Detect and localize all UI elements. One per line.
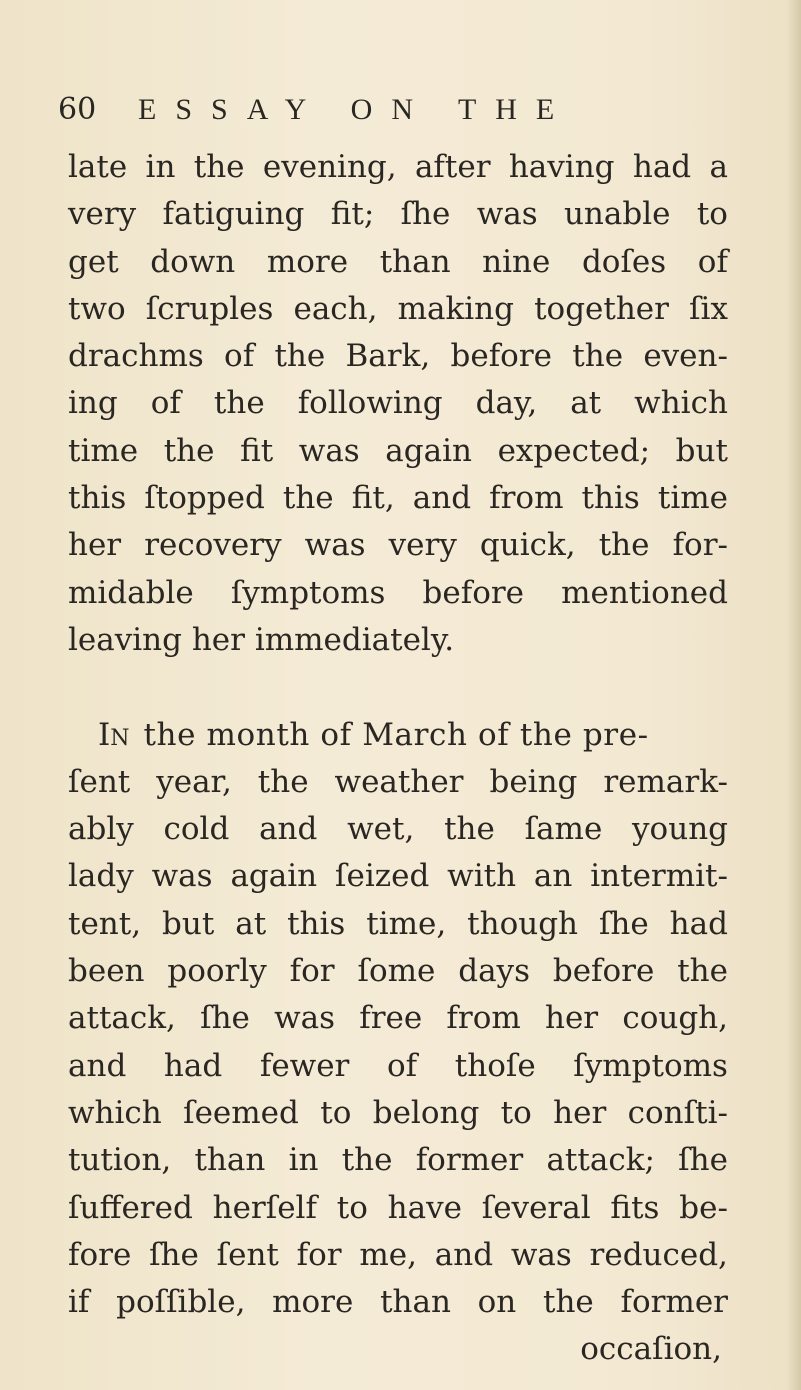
text-line: which ſeemed to belong to her conſti- [68,1094,728,1131]
paragraph-2 [68,712,728,1327]
paragraph-lead-word: In [98,716,130,753]
text-line: very fatiguing fit; ſhe was unable to [68,196,728,233]
text-line: attack, ſhe was free from her cough, [68,1000,728,1037]
page-number: 60 [58,92,97,127]
text-line: if poſſible, more than on the former [68,1284,728,1321]
text-line: ſent year, the weather being remark- [68,763,728,800]
body-text [68,144,728,1374]
text-line: fore ſhe ſent for me, and was reduced, [68,1236,728,1273]
catchword-text: occaſion, [580,1331,722,1368]
text-line: ably cold and wet, the ſame young [68,811,728,848]
text-line: leaving her immediately. [68,621,455,658]
text-line: ſuffered herſelf to have ſeveral fits be- [68,1189,728,1226]
text-line: time the fit was again expected; but [68,432,728,469]
text-line: drachms of the Bark, before the even- [68,338,728,375]
text-line: her recovery was very quick, the for- [68,527,728,564]
text-line: two ſcruples each, making together ſix [68,290,728,327]
text-line: midable ſymptoms before mentioned [68,574,728,611]
paragraph-first-line [68,712,728,759]
text-line: been poorly for ſome days before the [68,953,728,990]
text-line: this ſtopped the fit, and from this time [68,480,728,517]
text-line: lady was again ſeized with an intermit- [68,858,728,895]
page-header [58,92,573,136]
text-line: get down more than nine doſes of [68,243,728,280]
text-line: tent, but at this time, though ſhe had [68,905,728,942]
text-line: and had fewer of thoſe ſymptoms [68,1047,728,1084]
page-edge-shadow [787,0,801,1390]
first-line-rest: the month of March of the pre- [143,716,649,753]
paragraph-1 [68,144,728,664]
text-line: ing of the following day, at which [68,385,728,422]
running-head: ESSAY ON THE [138,93,574,126]
paragraph-gap [68,664,728,711]
text-line: tution, than in the former attack; ſhe [68,1142,728,1179]
catchword [68,1326,728,1373]
text-line: late in the evening, after having had a [68,149,728,185]
